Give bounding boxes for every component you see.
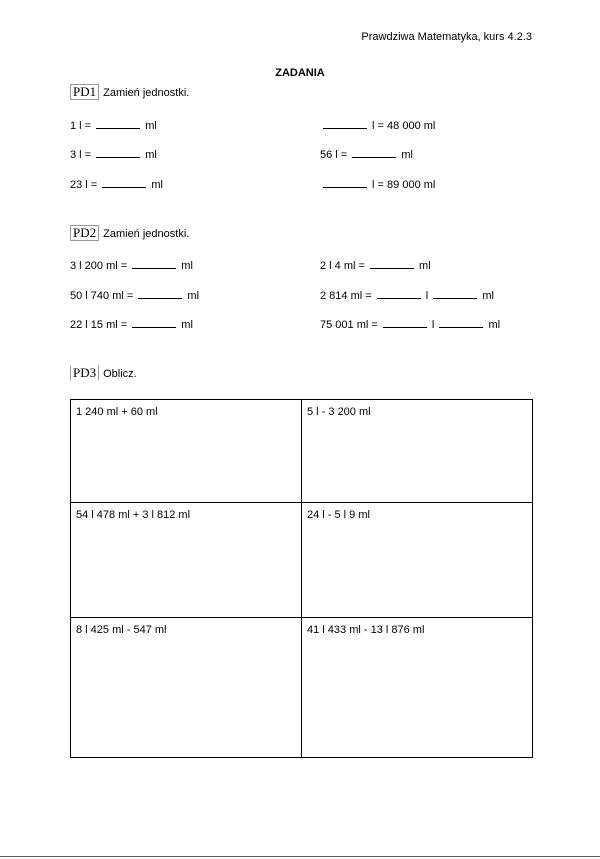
exercise-unit: ml: [178, 319, 193, 331]
pd3-instruction: Oblicz.: [103, 368, 137, 380]
answer-blank: [370, 259, 414, 269]
answer-blank: [439, 318, 483, 328]
exercise-text: 1 l =: [70, 120, 95, 132]
pd1-exercise-3: [70, 148, 157, 161]
answer-blank: [323, 178, 367, 188]
pd1-exercise-6: [321, 178, 435, 191]
exercise-text: 2 814 ml =: [320, 290, 375, 302]
page-bottom-border: [0, 856, 600, 857]
pd3-label: PD3: [70, 365, 99, 381]
calculation-cell: 1 240 ml + 60 ml: [71, 400, 302, 503]
answer-blank: [102, 178, 146, 188]
exercise-text: 22 l 15 ml =: [70, 319, 131, 331]
pd1-instruction: Zamień jednostki.: [103, 87, 190, 99]
pd1-exercise-4: [320, 148, 413, 161]
exercise-unit: ml: [148, 179, 163, 191]
pd2-exercise-5: [70, 318, 193, 331]
exercise-unit: ml: [178, 260, 193, 272]
calculation-cell: 5 l - 3 200 ml: [302, 400, 533, 503]
course-header: Prawdziwa Matematyka, kurs 4.2.3: [361, 31, 532, 43]
pd2-exercise-1: [70, 259, 193, 272]
exercise-unit: ml: [416, 260, 431, 272]
exercise-unit: ml: [485, 319, 501, 331]
calculation-cell: 41 l 433 ml - 13 l 876 ml: [302, 618, 533, 758]
exercise-text: 3 l =: [70, 149, 95, 161]
pd2-instruction: Zamień jednostki.: [103, 228, 190, 240]
answer-blank: [96, 119, 140, 129]
answer-blank: [433, 289, 477, 299]
exercise-unit: l: [422, 290, 432, 302]
exercise-unit: ml: [142, 120, 157, 132]
pd2-heading: [70, 225, 189, 241]
answer-blank: [96, 148, 140, 158]
exercise-unit: ml: [398, 149, 413, 161]
answer-blank: [138, 289, 182, 299]
page-title: ZADANIA: [275, 67, 325, 79]
pd1-heading: [70, 84, 189, 100]
exercise-text: l = 89 000 ml: [369, 179, 436, 191]
answer-blank: [132, 318, 176, 328]
pd1-exercise-1: [70, 119, 157, 132]
pd2-exercise-4: [320, 289, 494, 302]
pd3-heading: [70, 365, 137, 381]
exercise-text: 3 l 200 ml =: [70, 260, 131, 272]
pd1-exercise-2: [321, 119, 435, 132]
pd2-label: PD2: [70, 225, 99, 241]
exercise-text: 50 l 740 ml =: [70, 290, 137, 302]
pd2-exercise-6: [320, 318, 500, 331]
calculation-grid: [70, 399, 533, 758]
answer-blank: [352, 148, 396, 158]
calculation-cell: 8 l 425 ml - 547 ml: [71, 618, 302, 758]
exercise-unit: ml: [184, 290, 200, 302]
exercise-text: 2 l 4 ml =: [320, 260, 368, 272]
pd1-label: PD1: [70, 84, 99, 100]
calculation-cell: 54 l 478 ml + 3 l 812 ml: [71, 503, 302, 618]
answer-blank: [323, 119, 367, 129]
exercise-unit: ml: [479, 290, 494, 302]
exercise-text: 75 001 ml =: [320, 319, 381, 331]
calculation-cell: 24 l - 5 l 9 ml: [302, 503, 533, 618]
answer-blank: [132, 259, 176, 269]
exercise-text: l = 48 000 ml: [369, 120, 436, 132]
exercise-unit: ml: [142, 149, 157, 161]
pd1-exercise-5: [70, 178, 163, 191]
pd2-exercise-2: [320, 259, 431, 272]
answer-blank: [383, 318, 427, 328]
pd2-exercise-3: [70, 289, 199, 302]
exercise-text: 23 l =: [70, 179, 101, 191]
answer-blank: [377, 289, 421, 299]
exercise-text: 56 l =: [320, 149, 351, 161]
exercise-unit: l: [428, 319, 438, 331]
